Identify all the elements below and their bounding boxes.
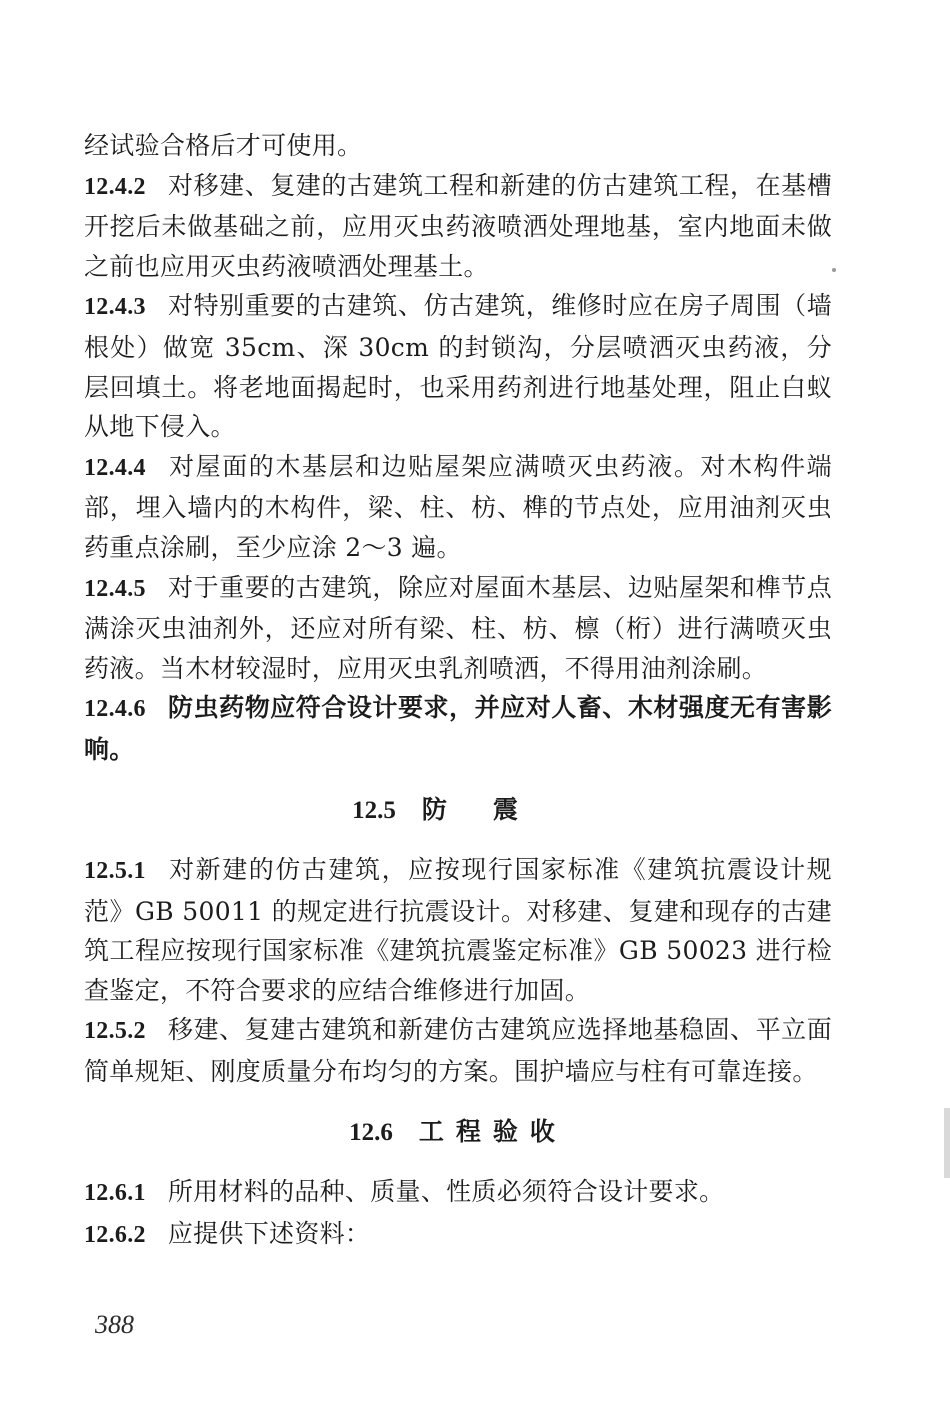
body-text bbox=[84, 126, 832, 1255]
clause-number: 12.6.1 bbox=[84, 1180, 146, 1207]
clause-12-5-2 bbox=[84, 1010, 832, 1091]
clause-number: 12.4.3 bbox=[84, 294, 146, 321]
clause-text: 应提供下述资料： bbox=[167, 1218, 371, 1248]
clause-text: 对移建、复建的古建筑工程和新建的仿古建筑工程，在基槽开挖后未做基础之前，应用灭虫药液喷洒处理地基，室内地面未做之前也应用灭虫药液喷洒处理基土。 bbox=[84, 170, 832, 281]
section-title: 工程验收 bbox=[418, 1116, 567, 1146]
clause-number: 12.5.2 bbox=[84, 1018, 146, 1045]
scan-edge-mark bbox=[944, 1108, 950, 1178]
page-number: 388 bbox=[95, 1310, 134, 1339]
clause-number: 12.4.5 bbox=[84, 575, 146, 602]
clause-12-5-1 bbox=[84, 850, 832, 1010]
clause-12-4-6 bbox=[84, 688, 832, 769]
clause-12-4-5 bbox=[84, 568, 832, 689]
scan-speck bbox=[832, 268, 836, 272]
section-12-6 bbox=[84, 1172, 832, 1255]
clause-text: 对屋面的木基层和边贴屋架应满喷灭虫药液。对木构件端部，埋入墙内的木构件，梁、柱、枋、榫的节点处，应用油剂灭虫药重点涂刷，至少应涂 2～3 遍。 bbox=[84, 451, 832, 562]
clause-number: 12.4.2 bbox=[84, 173, 146, 200]
section-12-4-continued bbox=[84, 126, 832, 770]
clause-12-4-3 bbox=[84, 286, 832, 446]
paragraph-continuation bbox=[84, 126, 832, 166]
clause-number: 12.6.2 bbox=[84, 1221, 146, 1248]
section-heading-12-5 bbox=[84, 770, 832, 851]
clause-12-6-2 bbox=[84, 1214, 832, 1256]
clause-text: 对新建的仿古建筑，应按现行国家标准《建筑抗震设计规范》GB 50011 的规定进行抗震设计。对移建、复建和现存的古建筑工程应按现行国家标准《建筑抗震鉴定标准》GB 50023 进行检查鉴定，不符合要求的应结合维修进行加固。 bbox=[84, 855, 832, 1005]
section-number: 12.5 bbox=[352, 796, 396, 824]
clause-text: 对于重要的古建筑，除应对屋面木基层、边贴屋架和榫节点满涂灭虫油剂外，还应对所有梁、柱、枋、檩（桁）进行满喷灭虫药液。当木材较湿时，应用灭虫乳剂喷洒，不得用油剂涂刷。 bbox=[84, 572, 832, 683]
clause-text: 防虫药物应符合设计要求，并应对人畜、木材强度无有害影响。 bbox=[84, 693, 832, 764]
section-heading-12-6 bbox=[84, 1092, 832, 1173]
clause-text: 移建、复建古建筑和新建仿古建筑应选择地基稳固、平立面简单规矩、刚度质量分布均匀的方案。围护墙应与柱有可靠连接。 bbox=[84, 1015, 832, 1087]
clause-12-4-4 bbox=[84, 447, 832, 568]
clause-number: 12.5.1 bbox=[84, 858, 146, 885]
section-number: 12.6 bbox=[349, 1118, 393, 1146]
clause-text: 对特别重要的古建筑、仿古建筑，维修时应在房子周围（墙根处）做宽 35cm、深 30cm 的封锁沟，分层喷洒灭虫药液，分层回填土。将老地面揭起时，也采用药剂进行地基处理，阻止白蚁从地下侵入。 bbox=[84, 291, 832, 442]
section-12-5 bbox=[84, 850, 832, 1092]
clause-number: 12.4.6 bbox=[84, 696, 146, 723]
clause-12-6-1 bbox=[84, 1172, 832, 1214]
paragraph-text: 经试验合格后才可使用。 bbox=[84, 131, 363, 160]
clause-12-4-2 bbox=[84, 166, 832, 287]
section-title: 防震 bbox=[421, 794, 564, 824]
clause-number: 12.4.4 bbox=[84, 454, 146, 481]
clause-text: 所用材料的品种、质量、性质必须符合设计要求。 bbox=[167, 1177, 725, 1207]
